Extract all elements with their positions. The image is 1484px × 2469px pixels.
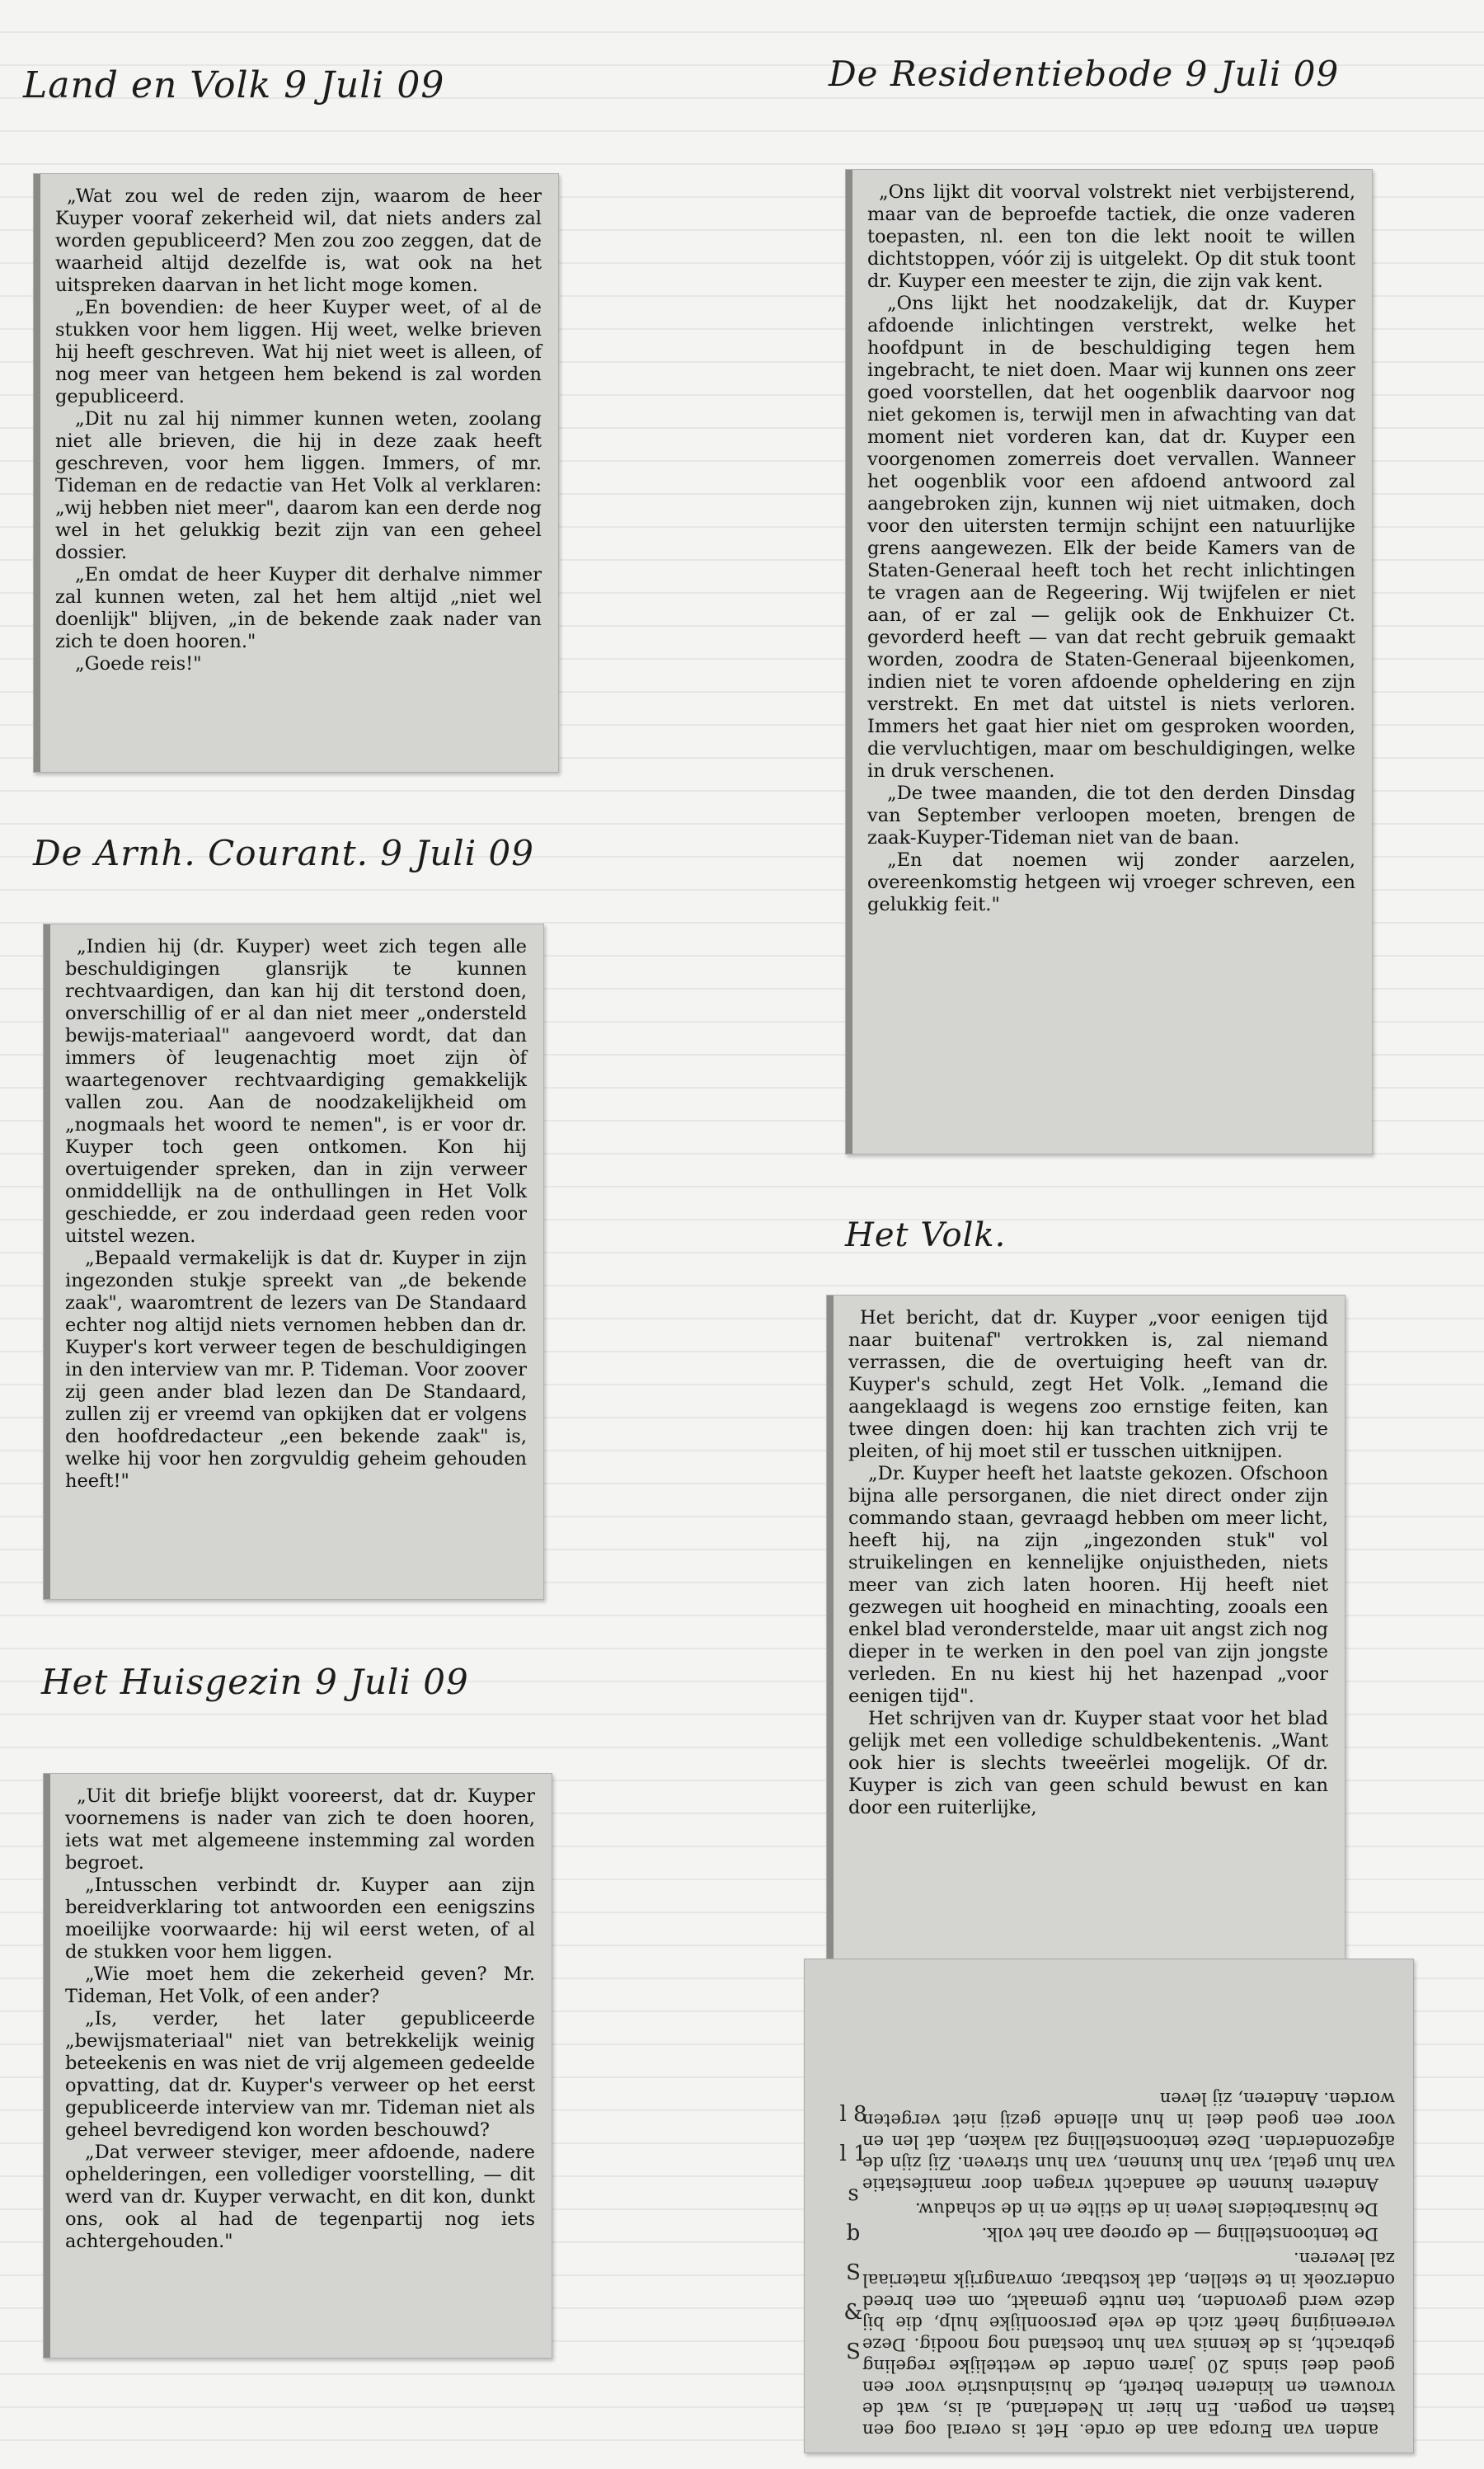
clipping-paragraph: De tentoonstelling — de oproep aan het volk. (981, 2224, 1378, 2244)
clipping-arnhemsche-courant (43, 924, 544, 1600)
clipping-paragraph: Het bericht, dat dr. Kuyper „voor eenigen tijd naar buitenaf" vertrokken is, zal niemand verrassen, die de overtuiging heeft van dr. Kuyper's schuld, zegt Het Volk. „Iemand die aangeklaagd is wegens zoo ernstige feiten, kan twee dingen doen: hij kan trachten zich vrij te pleiten, of hij moet stil er tusschen uitknijpen. (848, 1307, 1328, 1462)
clipping-paragraph: „Dat verweer steviger, meer afdoende, nadere ophelderingen, een vollediger voorstelling, — dit werd van dr. Kuyper verwacht, en dit kon, dunkt ons, ook al had de tegenpartij nog iets achtergehouden." (65, 2142, 535, 2252)
clipping-paragraph: „Ons lijkt dit voorval volstrekt niet verbijsterend, maar van de beproefde tactiek, die onze vaderen toepasten, nl. een ton die lekt nooit te willen dichtstoppen, vóór zij is uitgelekt. Op dit stuk toont dr. Kuyper een meester te zijn, die zijn vak kent. (867, 181, 1355, 292)
clipping-paragraph: Het schrijven van dr. Kuyper staat voor het blad gelijk met een volledige schuldbekentenis. „Want ook hier is slechts tweeërlei mogelijk. Of dr. Kuyper is zich van geen schuld bewust en kan door een ruiterlijke, (848, 1708, 1328, 1818)
clipping-upside-down (804, 1959, 1414, 2453)
clipping-paragraph: „En dat noemen wij zonder aarzelen, overeenkomstig hetgeen wij vroeger schreven, een gelukkig feit." (867, 849, 1355, 915)
clipping-paragraph: „Is, verder, het later gepubliceerde „bewijsmateriaal" niet van betrekkelijk weinig beteekenis en was niet de vrij algemeen gedeelde opvatting, dat dr. Kuyper's verweer op het eerst gepubliceerde interview van mr. Tideman niet als geheel bevredigend kon worden beschouwd? (65, 2008, 535, 2141)
clipping-paragraph: „En omdat de heer Kuyper dit derhalve nimmer zal kunnen weten, zal het hem altijd „niet wel doenlijk" blijven, „in de bekende zaak nader van zich te doen hooren." (55, 564, 542, 652)
clipping-paragraph: „Wie moet hem die zekerheid geven? Mr. Tideman, Het Volk, of een ander? (65, 1963, 535, 2007)
clipping-paragraph: „Indien hij (dr. Kuyper) weet zich tegen alle beschuldigingen glansrijk te kunnen rechtvaardigen, dan kan hij dit terstond doen, onverschillig of er al dan niet meer „ondersteld bewijs-materiaal" aangevoerd wordt, dat dan immers òf leugenachtig moet zijn òf waartegenover rechtvaardiging gemakkelijk vallen zou. Aan de noodzakelijkheid om „nogmaals het woord te nemen", is er voor dr. Kuyper toch geen ontkomen. Kon hij overtuigender spreken, dan in zijn verweer onmiddellijk na de onthullingen in Het Volk geschiedde, er zou inderdaad geen reden voor uitstel wezen. (65, 936, 527, 1247)
clipping-paragraph: „Uit dit briefje blijkt vooreerst, dat dr. Kuyper voornemens is nader van zich te doen hooren, iets wat met algemeene instemming zal worden begroet. (65, 1785, 535, 1874)
clipping-paragraph: „Dr. Kuyper heeft het laatste gekozen. Ofschoon bijna alle persorganen, die niet direct onder zijn commando staan, gevraagd hebben om meer licht, heeft hij, na zijn „ingezonden stuk" vol struikelingen en kennelijke onjuistheden, niets meer van zich laten hooren. Hij heeft niet gezwegen uit hoogheid en minachting, zooals een enkel blad veronderstelde, maar uit angst zich nog dieper in te werken in den poel van zijn jongste verleden. En nu kiest hij het hazenpad „voor eenigen tijd". (848, 1463, 1328, 1707)
clipping-paragraph: De huisarbeiders leven in de stilte en in de schaduw. (914, 2199, 1378, 2219)
clipping-land-en-volk (33, 173, 559, 773)
clipping-paragraph: „En bovendien: de heer Kuyper weet, of al de stukken voor hem liggen. Hij weet, welke brieven hij heeft geschreven. Wat hij niet weet is alleen, of nog meer van hetgeen hem bekend is zal worden gepubliceerd. (55, 297, 542, 407)
heading-arnhemsche-courant: De Arnh. Courant. 9 Juli 09 (33, 833, 534, 873)
clipping-residentiebode (845, 169, 1373, 1155)
clipping-het-volk (826, 1295, 1345, 1961)
clipping-het-huisgezin (43, 1773, 552, 2358)
heading-het-huisgezin: Het Huisgezin 9 Juli 09 (41, 1662, 469, 1702)
clipping-paragraph: anden van Europa aan de orde. Het is overal oog een tasten en pogen. En hier in Nederland, al is, wat de vrouwen en kinderen betreft, de huisindustrie voor een goed deel sinds 20 jaren onder de wettelijke regeling gebracht, is de kennis van hun toestand nog noodig. Deze vereeniging heeft zich de vele persoonlijke hulp, die bij deze werd gevonden, ten nutte gemaakt, om een breed onderzoek in te stellen, dat kostbaar, omvangrijk materiaal zal leveren. (862, 2249, 1395, 2440)
clipping-paragraph: „Ons lijkt het noodzakelijk, dat dr. Kuyper afdoende inlichtingen verstrekt, welke het hoofdpunt in de beschuldiging tegen hem ingebracht, te niet doen. Maar wij kunnen ons zeer goed voorstellen, dat het oogenblik daarvoor nog niet gekomen is, terwijl men in afwachting van dat moment niet vorderen kan, dat dr. Kuyper een voorgenomen zomerreis doet vervallen. Wanneer het oogenblik voor een afdoend antwoord zal aangebroken zijn, kunnen wij niet uitmaken, doch voor den uitersten termijn schijnt een natuurlijke grens aangewezen. Elk der beide Kamers van de Staten-Generaal heeft toch het recht inlichtingen te vragen aan de Regeering. Wij twijfelen er niet aan, of er zal — gelijk ook de Enkhuizer Ct. gevorderd heeft — van dat recht gebruik gemaakt worden, zoodra de Staten-Generaal bijeenkomen, indien niet te voren afdoende opheldering en zijn verstrekt. En met dat uitstel is niets verloren. Immers het gaat hier niet om gesproken woorden, die vervluchtigen, maar om beschuldigingen, welke in druk verschenen. (867, 293, 1355, 782)
heading-residentiebode: De Residentiebode 9 Juli 09 (829, 54, 1340, 94)
clipping-paragraph: „Goede reis!" (75, 653, 202, 675)
clipping-paragraph: „Wat zou wel de reden zijn, waarom de heer Kuyper vooraf zekerheid wil, dat niets anders zal worden gepubliceerd? Men zou zoo zeggen, dat de waarheid altijd dezelfde is, wat ook na het uitspreken daarvan in het licht moge komen. (55, 186, 542, 296)
clipping-paragraph: Anderen kunnen de aandacht vragen door manifestatie van hun getal, van hun kunnen, van hun streven. Zij zijn de afgezonderden. Deze tentoonstelling zal waken, dat len en voor een goed deel in hun ellende gezij niet vergeten worden. Anderen, zij leven (862, 2089, 1395, 2194)
heading-het-volk: Het Volk. (845, 1216, 1007, 1254)
clipping-paragraph: „Intusschen verbindt dr. Kuyper aan zijn bereidverklaring tot antwoorden een eenigszins moeilijke voorwaarde: hij wil eerst weten, of al de stukken voor hem liggen. (65, 1874, 535, 1963)
clipping-paragraph: „Dit nu zal hij nimmer kunnen weten, zoolang niet alle brieven, die hij in deze zaak heeft geschreven, voor hem liggen. Immers, of mr. Tideman en de redactie van Het Volk al verklaren: „wij hebben niet meer", daarom kan een derde nog wel in het gelukkig bezit zijn van een geheel dossier. (55, 408, 542, 563)
clipping-paragraph: „De twee maanden, die tot den derden Dinsdag van September verloopen moeten, brengen de zaak-Kuyper-Tideman niet van de baan. (867, 783, 1355, 849)
heading-land-en-volk: Land en Volk 9 Juli 09 (23, 64, 445, 106)
clipping-paragraph: „Bepaald vermakelijk is dat dr. Kuyper in zijn ingezonden stukje spreekt van „de bekende zaak", waaromtrent de lezers van De Standaard echter nog altijd niets vernomen hebben dan dr. Kuyper's kort verweer tegen de beschuldigingen in den interview van mr. P. Tideman. Voor zoover zij geen ander blad lezen dan De Standaard, zullen zij er vreemd van opkijken dat er volgens den hoofdredacteur „een bekende zaak" is, welke hij voor hen zorgvuldig geheim gehouden heeft!" (65, 1248, 527, 1492)
margin-letter-fragment: l 8 l 1 s b S & S (839, 2102, 867, 2364)
